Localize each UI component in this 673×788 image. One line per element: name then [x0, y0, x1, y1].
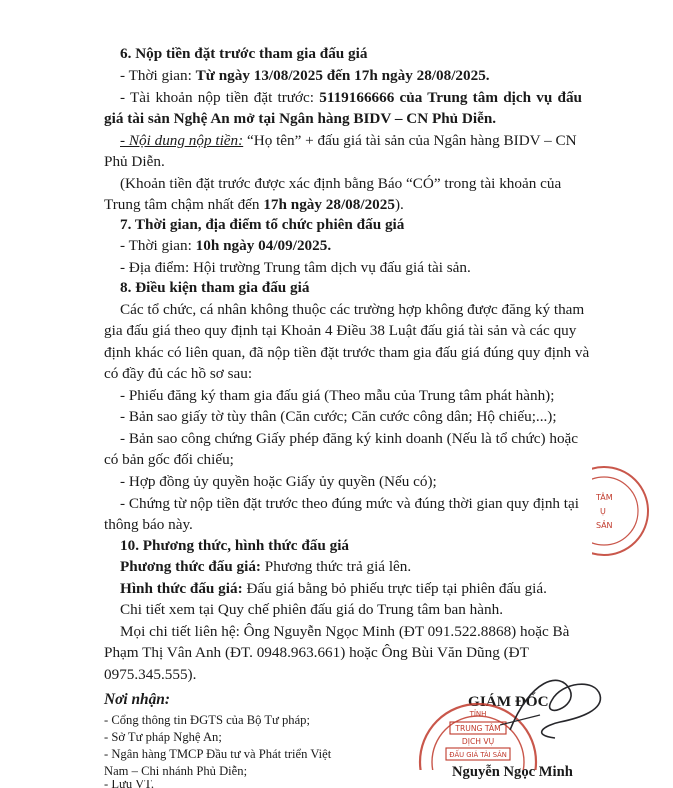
- section-8-item-3-line2: có bản gốc đối chiếu;: [104, 451, 234, 468]
- section-8-heading: 8. Điều kiện tham gia đấu giá: [120, 279, 310, 296]
- section-10-form: Hình thức đấu giá: Đấu giá bằng bỏ phiếu trực tiếp tại phiên đấu giá.: [120, 580, 547, 597]
- recipient-item: - Ngân hàng TMCP Đầu tư và Phát triển Việt: [104, 747, 332, 761]
- section-6-note-line1: (Khoản tiền đặt trước được xác định bằng Báo “CÓ” trong tài khoản của: [120, 175, 562, 192]
- stamp-text: TRUNG TÂM: [455, 724, 501, 733]
- section-10-heading: 10. Phương thức, hình thức đấu giá: [120, 537, 350, 554]
- section-8-intro-line4: có đầy đủ các hồ sơ sau:: [104, 365, 253, 382]
- section-7-heading: 7. Thời gian, địa điểm tổ chức phiên đấu giá: [120, 216, 405, 233]
- stamp-text: ĐẤU GIÁ TÀI SẢN: [449, 751, 507, 759]
- signer-name: Nguyễn Ngọc Minh: [452, 764, 573, 780]
- side-seal: [592, 466, 652, 556]
- section-10-method: Phương thức đấu giá: Phương thức trả giá lên.: [120, 558, 412, 575]
- section-8-intro-line1: Các tổ chức, cá nhân không thuộc các trường hợp không được đăng ký tham: [120, 301, 585, 318]
- recipient-item: Nam – Chi nhánh Phủ Diễn;: [104, 764, 248, 778]
- section-8-item-5-line1: - Chứng từ nộp tiền đặt trước theo đúng mức và đúng thời gian quy định tại: [120, 495, 579, 512]
- section-8-item-5-line2: thông báo này.: [104, 516, 193, 533]
- signature-title: GIÁM ĐỐC: [468, 693, 549, 710]
- section-8-item-4: - Hợp đồng ủy quyền hoặc Giấy ủy quyền (Nếu có);: [120, 473, 437, 490]
- section-6-account-line2: giá tài sản Nghệ An mở tại Ngân hàng BIDV – CN Phủ Diễn.: [104, 110, 497, 127]
- section-10-detail: Chi tiết xem tại Quy chế phiên đấu giá do Trung tâm ban hành.: [120, 601, 504, 618]
- section-8-intro-line3: định khác có liên quan, đã nộp tiền đặt trước tham gia đấu giá đúng quy định và: [104, 344, 590, 361]
- side-seal-text: SẢN: [596, 521, 613, 530]
- stamp-text: TỈNH: [469, 710, 487, 718]
- section-10-contact-line2: Phạm Thị Vân Anh (ĐT. 0948.963.661) hoặc Ông Bùi Văn Dũng (ĐT: [104, 644, 529, 661]
- recipient-item: - Cổng thông tin ĐGTS của Bộ Tư pháp;: [104, 713, 310, 727]
- section-8-item-1: - Phiếu đăng ký tham gia đấu giá (Theo mẫu của Trung tâm phát hành);: [120, 387, 555, 404]
- recipient-item: - Lưu VT.: [104, 780, 155, 788]
- section-6-content-line1: - Nội dung nộp tiền: “Họ tên” + đấu giá tài sản của Ngân hàng BIDV – CN: [120, 132, 577, 149]
- recipients-title: Nơi nhận:: [104, 691, 170, 708]
- signature-mark: [500, 660, 620, 750]
- section-6-content-line2: Phủ Diễn.: [104, 153, 165, 170]
- section-6-account-line1: - Tài khoản nộp tiền đặt trước: 5119166666 của Trung tâm dịch vụ đấu: [120, 89, 582, 106]
- section-6-note-line2: Trung tâm chậm nhất đến 17h ngày 28/08/2025).: [104, 196, 404, 213]
- section-6-heading: 6. Nộp tiền đặt trước tham gia đấu giá: [120, 45, 368, 62]
- recipient-item: - Sở Tư pháp Nghệ An;: [104, 730, 222, 744]
- section-7-time: - Thời gian: 10h ngày 04/09/2025.: [120, 237, 332, 254]
- section-7-place: - Địa điểm: Hội trường Trung tâm dịch vụ đấu giá tài sản.: [120, 259, 471, 276]
- side-seal-text: TÂM: [596, 493, 613, 502]
- side-seal-text: Ụ: [600, 507, 606, 516]
- section-8-item-2: - Bản sao giấy tờ tùy thân (Căn cước; Căn cước công dân; Hộ chiếu;...);: [120, 408, 557, 425]
- section-8-intro-line2: gia đấu giá theo quy định tại Khoản 4 Điều 38 Luật đấu giá tài sản và các quy: [104, 322, 577, 339]
- stamp-text: DỊCH VỤ: [461, 737, 495, 746]
- section-6-time: - Thời gian: Từ ngày 13/08/2025 đến 17h ngày 28/08/2025.: [120, 67, 490, 84]
- section-10-contact-line1: Mọi chi tiết liên hệ: Ông Nguyễn Ngọc Minh (ĐT 091.522.8868) hoặc Bà: [120, 623, 570, 640]
- section-8-item-3-line1: - Bản sao công chứng Giấy phép đăng ký kinh doanh (Nếu là tổ chức) hoặc: [120, 430, 579, 447]
- section-10-contact-line3: 0975.345.555).: [104, 666, 197, 683]
